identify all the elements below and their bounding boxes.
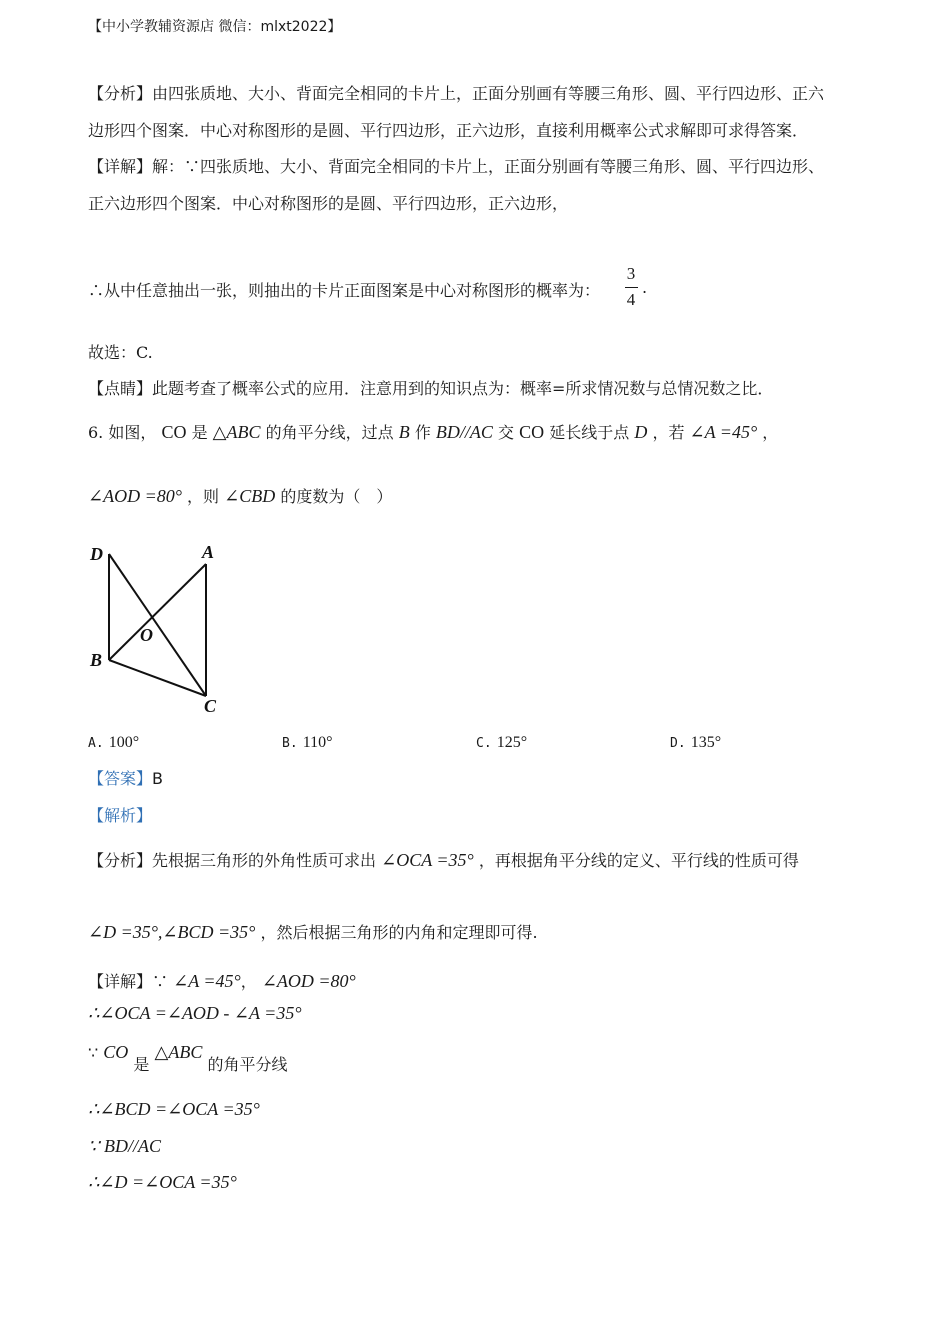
prev-detail-line-2: 正六边形四个图案．中心对称图形的是圆、平行四边形，正六边形， bbox=[88, 194, 569, 213]
fraction-bar bbox=[625, 287, 638, 288]
detail-line-4: ∴∠BCD =∠OCA =35° bbox=[88, 1099, 260, 1119]
q6-point-b: B bbox=[398, 422, 410, 442]
q6-co-2: CO bbox=[519, 422, 545, 442]
option-d-letter: D. bbox=[670, 736, 686, 751]
q6-extension: 延长线于点 bbox=[549, 423, 630, 442]
question-6-line-2 bbox=[88, 484, 392, 507]
analysis-middle: ，再根据角平分线的定义、平行线的性质可得 bbox=[478, 851, 799, 870]
geometry-figure bbox=[84, 538, 234, 718]
detail-angle-a: ∠A =45° bbox=[173, 971, 241, 991]
q6-is: 是 bbox=[191, 423, 208, 442]
option-c-letter: C. bbox=[476, 736, 492, 751]
q6-co: CO bbox=[161, 422, 187, 442]
detail-co: CO bbox=[103, 1042, 129, 1062]
analysis-end: ，然后根据三角形的内角和定理即可得. bbox=[260, 923, 538, 942]
option-c-value: 125° bbox=[496, 734, 528, 751]
fraction-numerator: 3 bbox=[626, 264, 636, 283]
label-c: C bbox=[204, 696, 217, 716]
analysis-line-1 bbox=[88, 848, 799, 871]
prev-analysis-line-2: 边形四个图案．中心对称图形的是圆、平行四边形，正六边形，直接利用概率公式求解即可求得答案． bbox=[88, 121, 809, 140]
question-6-line-1 bbox=[88, 420, 778, 443]
q6-degree-ask: 的度数为（ ） bbox=[280, 487, 393, 506]
q6-angle-a: ∠A =45° bbox=[689, 422, 758, 442]
q6-angle-aod: ∠AOD =80° bbox=[88, 486, 182, 506]
q6-then: ，则 bbox=[187, 487, 220, 506]
segment-dc bbox=[109, 554, 206, 696]
detail-is: 是 bbox=[133, 1055, 150, 1074]
segment-bc bbox=[109, 660, 206, 696]
label-b: B bbox=[90, 650, 103, 670]
detail-line-6: ∴∠D =∠OCA =35° bbox=[88, 1172, 237, 1192]
detail-line-5: ∵ BD//AC bbox=[88, 1136, 161, 1156]
detail-line-3 bbox=[88, 1040, 288, 1074]
jiexi-tag: 【解析】 bbox=[88, 806, 153, 825]
analysis-angle-oca: ∠OCA =35° bbox=[381, 850, 474, 870]
analysis-line-2 bbox=[88, 920, 538, 943]
q6-jiao: 交 bbox=[498, 423, 515, 442]
prev-probability-text: ∴从中任意抽出一张，则抽出的卡片正面图案是中心对称图形的概率为： bbox=[88, 281, 601, 300]
option-a-letter: A. bbox=[88, 736, 104, 751]
option-d[interactable] bbox=[670, 732, 721, 752]
prev-choose: 故选：C. bbox=[88, 343, 153, 362]
option-b[interactable] bbox=[282, 732, 333, 752]
q6-comma: ， bbox=[762, 423, 779, 442]
detail-line-2: ∴∠OCA =∠AOD - ∠A =35° bbox=[88, 1003, 302, 1023]
header-text: 【中小学教辅资源店 微信：mlxt2022】 bbox=[88, 19, 342, 35]
segment-ba bbox=[109, 564, 206, 660]
detail-triangle: △ABC bbox=[154, 1042, 203, 1062]
detail-line-1 bbox=[88, 969, 356, 992]
detail-angle-aod: ∠AOD =80° bbox=[261, 971, 356, 991]
prev-analysis-line-1: 【分析】由四张质地、大小、背面完全相同的卡片上，正面分别画有等腰三角形、圆、平行四边形、正六 bbox=[88, 84, 825, 103]
option-d-value: 135° bbox=[690, 734, 722, 751]
q6-angle-cbd: ∠CBD bbox=[224, 486, 276, 506]
option-b-value: 110° bbox=[302, 734, 333, 751]
detail-bisector: 的角平分线 bbox=[207, 1055, 288, 1074]
option-b-letter: B. bbox=[282, 736, 298, 751]
q6-triangle: △ABC bbox=[212, 422, 261, 442]
detail-because: ∵ bbox=[88, 1043, 99, 1062]
label-d: D bbox=[90, 544, 103, 564]
detail-prefix: 【详解】∵ bbox=[88, 972, 169, 991]
q6-zuo: 作 bbox=[414, 423, 431, 442]
q6-number: 6. 如图， bbox=[88, 423, 157, 442]
label-o: O bbox=[140, 625, 153, 645]
option-a[interactable] bbox=[88, 732, 139, 752]
answer-line bbox=[88, 766, 163, 789]
prev-comment: 【点睛】此题考查了概率公式的应用．注意用到的知识点为：概率=所求情况数与总情况数之比． bbox=[88, 379, 774, 398]
answer-tag: 【答案】 bbox=[88, 769, 153, 788]
q6-bd-parallel-ac: BD//AC bbox=[435, 422, 493, 442]
q6-bisector: 的角平分线，过点 bbox=[265, 423, 394, 442]
prev-probability-end: . bbox=[642, 278, 648, 297]
label-a: A bbox=[202, 542, 215, 562]
option-c[interactable] bbox=[476, 732, 527, 752]
q6-ruo: ，若 bbox=[652, 423, 685, 442]
analysis-prefix: 【分析】先根据三角形的外角性质可求出 bbox=[88, 851, 377, 870]
answer-value: B bbox=[152, 769, 163, 788]
detail-separator: ， bbox=[240, 972, 257, 991]
q6-point-d: D bbox=[634, 422, 648, 442]
analysis-angles: ∠D =35°,∠BCD =35° bbox=[88, 922, 256, 942]
fraction-denominator: 4 bbox=[626, 290, 636, 309]
prev-detail-line-1: 【详解】解：∵四张质地、大小、背面完全相同的卡片上，正面分别画有等腰三角形、圆、平行四边形、 bbox=[88, 157, 825, 176]
option-a-value: 100° bbox=[108, 734, 140, 751]
